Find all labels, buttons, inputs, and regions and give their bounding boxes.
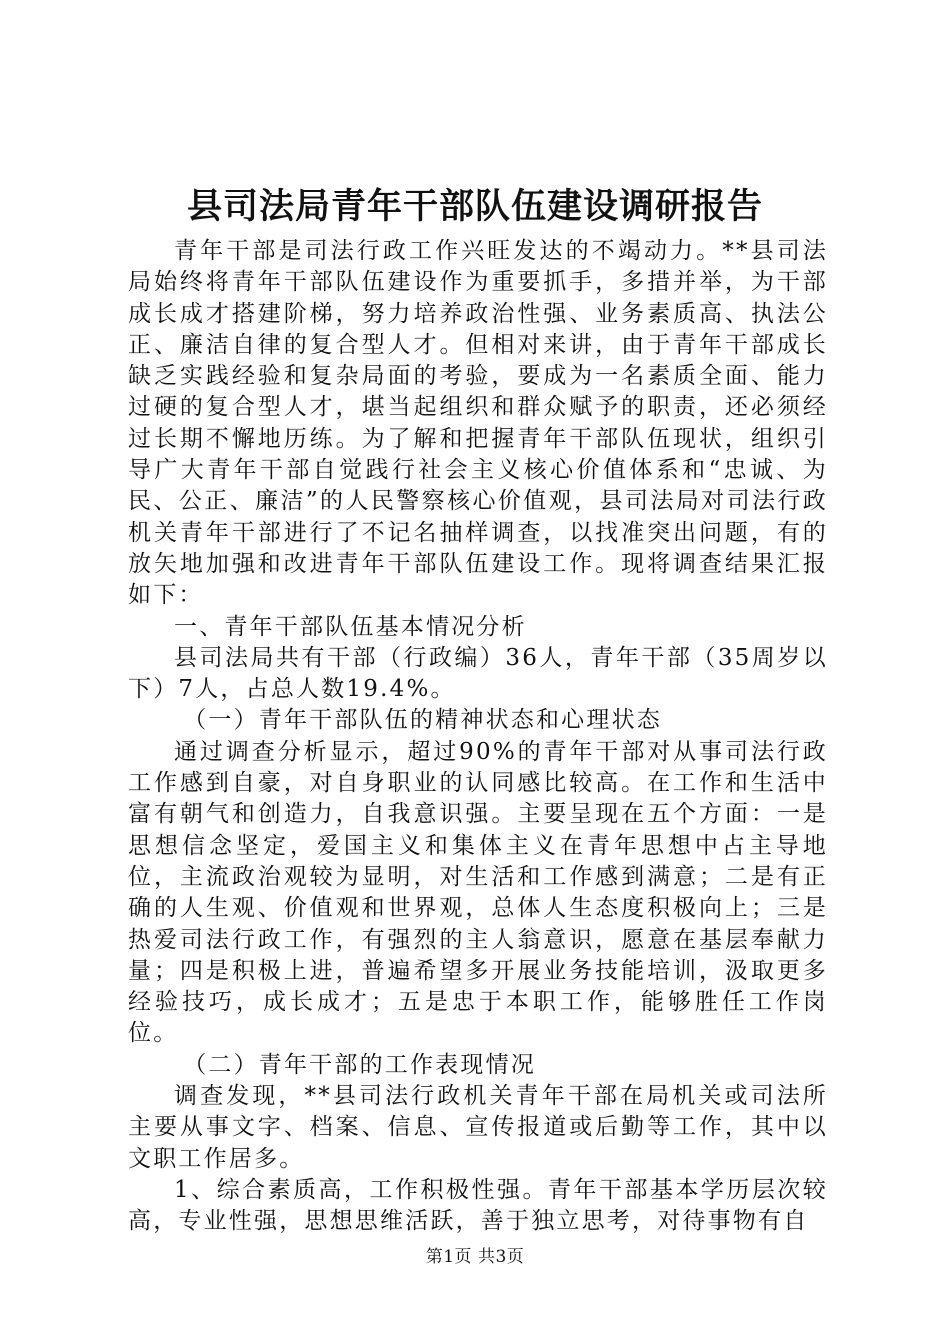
document-title: 县司法局青年干部队伍建设调研报告 bbox=[186, 187, 763, 227]
subsection-heading: （二）青年干部的工作表现情况 bbox=[183, 1051, 536, 1078]
body-paragraph: 县司法局共有干部（行政编）36人，青年干部（35周岁以下）7人，占总人数19.4%。 bbox=[128, 644, 828, 703]
document-body bbox=[128, 236, 828, 1238]
subsection-heading: （一）青年干部队伍的精神状态和心理状态 bbox=[183, 707, 662, 734]
section-heading: 一、青年干部队伍基本情况分析 bbox=[174, 613, 527, 640]
page-footer: 第1页 共3页 bbox=[425, 1247, 525, 1267]
body-paragraph: 1、综合素质高，工作积极性强。青年干部基本学历层次较高，专业性强，思想思维活跃，善于独立思考，对待事物有自 bbox=[128, 1176, 828, 1235]
body-paragraph: 青年干部是司法行政工作兴旺发达的不竭动力。**县司法局始终将青年干部队伍建设作为重要抓手，多措并举，为干部成长成才搭建阶梯，努力培养政治性强、业务素质高、执法公正、廉洁自律的复合型人才。但相对来讲，由于青年干部成长缺乏实践经验和复杂局面的考验，要成为一名素质全面、能力过硬的复合型人才，堪当起组织和群众赋予的职责，还必须经过长期不懈地历练。为了解和把握青年干部队伍现状，组织引导广大青年干部自觉践行社会主义核心价值体系和“忠诚、为民、公正、廉洁”的人民警察核心价值观，县司法局对司法行政机关青年干部进行了不记名抽样调查，以找准突出问题，有的放矢地加强和改进青年干部队伍建设工作。现将调查结果汇报如下： bbox=[128, 238, 828, 609]
body-paragraph: 通过调查分析显示，超过90%的青年干部对从事司法行政工作感到自豪，对自身职业的认同感比较高。在工作和生活中富有朝气和创造力，自我意识强。主要呈现在五个方面：一是思想信念坚定，爱国主义和集体主义在青年思想中占主导地位，主流政治观较为显明，对生活和工作感到满意；二是有正确的人生观、价值观和世界观，总体人生态度积极向上；三是热爱司法行政工作，有强烈的主人翁意识，愿意在基层奉献力量；四是积极上进，普遍希望多开展业务技能培训，汲取更多经验技巧，成长成才；五是忠于本职工作，能够胜任工作岗位。 bbox=[128, 738, 828, 1047]
body-paragraph: 调查发现，**县司法行政机关青年干部在局机关或司法所主要从事文字、档案、信息、宣传报道或后勤等工作，其中以文职工作居多。 bbox=[128, 1083, 828, 1172]
